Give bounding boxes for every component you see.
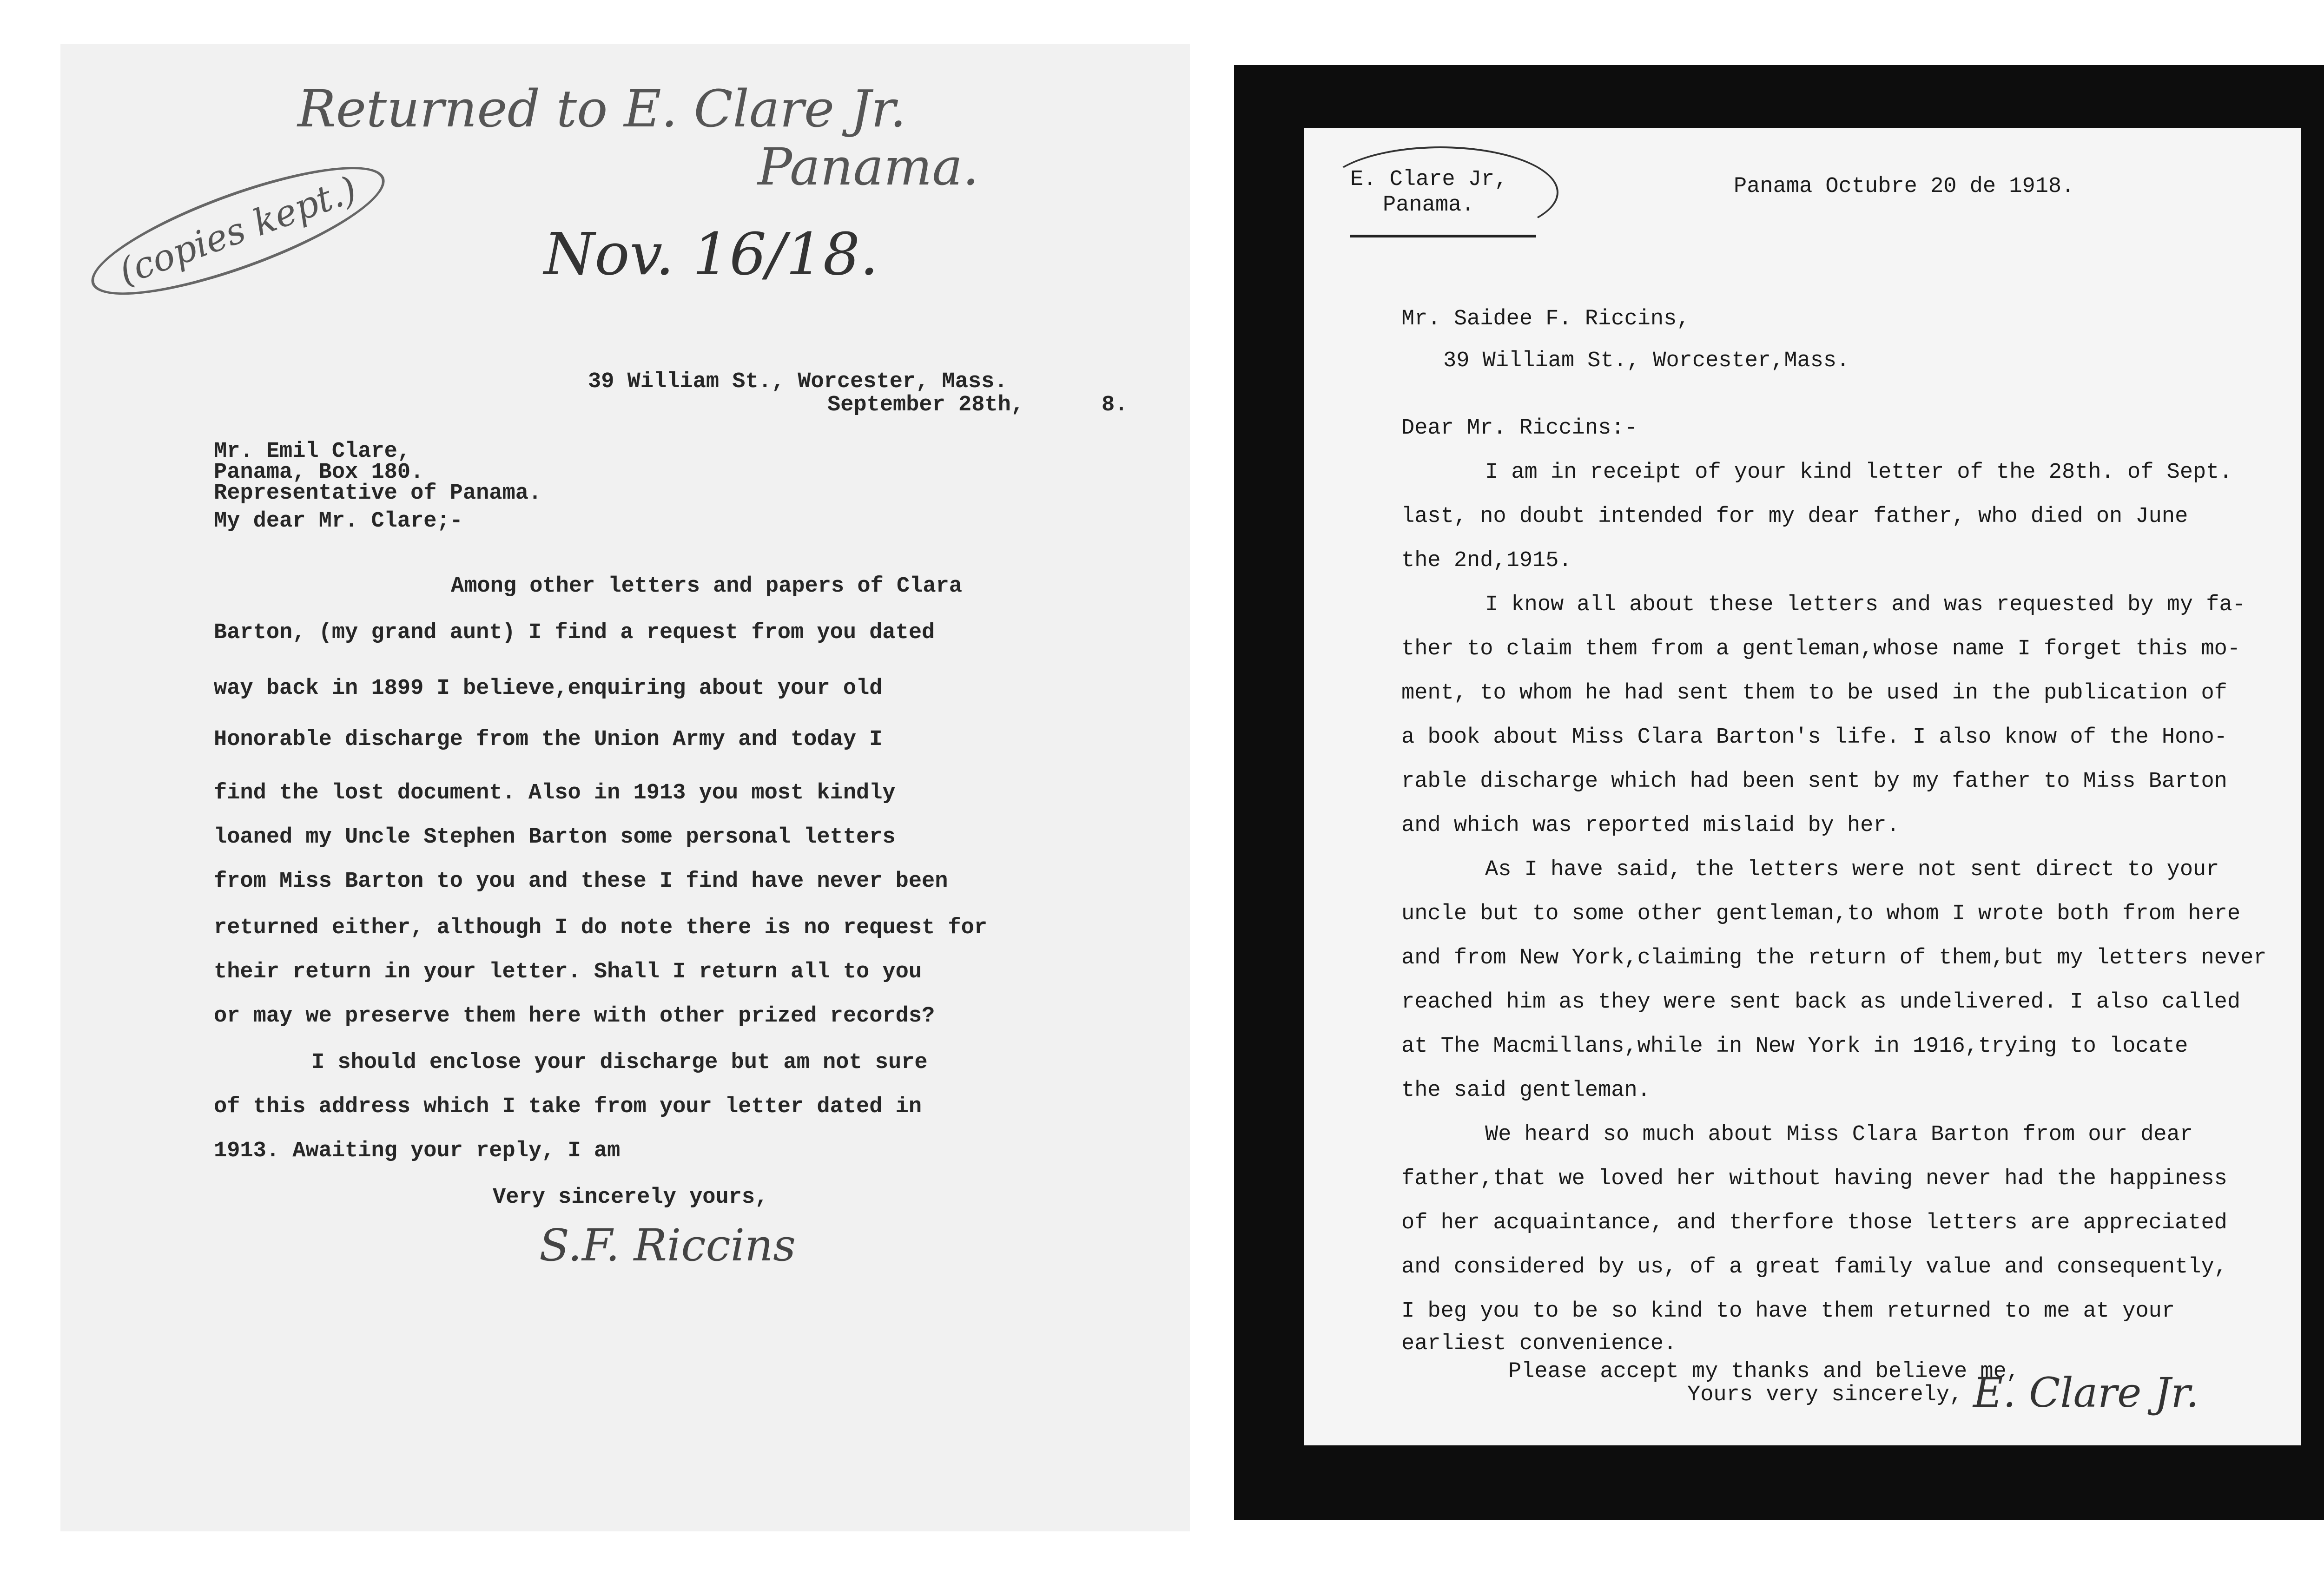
recipient-box: Panama, Box 180. [214,460,424,485]
signature: S.F. Riccins [539,1220,796,1271]
body-line: Among other letters and papers of Clara [451,574,962,599]
body-line: I beg you to be so kind to have them returned to me at your [1401,1299,2175,1324]
body-line: I am in receipt of your kind letter of the 28th. of Sept. [1485,460,2232,485]
letter-date: Panama Octubre 20 de 1918. [1734,174,2075,199]
body-line: and which was reported mislaid by her. [1401,813,1900,838]
body-line: loaned my Uncle Stephen Barton some personal letters [214,825,896,850]
body-line: from Miss Barton to you and these I find have never been [214,869,948,894]
handwritten-copies-kept-note: (copies kept.) [79,142,397,319]
right-letter-frame [1234,65,2324,1520]
sender-date-suffix: 8. [1102,393,1128,417]
left-letter-page [60,44,1190,1531]
body-line: Honorable discharge from the Union Army and today I [214,727,883,752]
handwritten-returned-note: Returned to E. Clare Jr. [297,79,906,138]
handwritten-panama-note: Panama. [758,137,979,197]
right-letter-page [1304,128,2301,1445]
body-line: ment, to whom he had sent them to be used in the publication of [1401,681,2227,705]
body-line: I know all about these letters and was requested by my fa- [1485,593,2245,617]
body-line: at The Macmillans,while in New York in 1916,trying to locate [1401,1034,2188,1059]
body-line: the said gentleman. [1401,1078,1651,1103]
body-line: their return in your letter. Shall I return all to you [214,960,922,984]
sender-address: 39 William St., Worcester, Mass. [588,369,1008,394]
body-line: uncle but to some other gentleman,to whom I wrote both from here [1401,902,2241,926]
signature: E. Clare Jr. [1973,1369,2199,1417]
body-line: reached him as they were sent back as undelivered. I also called [1401,990,2241,1015]
salutation: Dear Mr. Riccins:- [1401,416,1637,441]
body-line: earliest convenience. [1401,1332,1677,1356]
body-line: or may we preserve them here with other prized records? [214,1004,935,1028]
body-line: way back in 1899 I believe,enquiring about your old [214,676,883,701]
body-line: As I have said, the letters were not sent direct to your [1485,857,2219,882]
handwritten-date-note: Nov. 16/18. [544,221,878,288]
recipient-title: Representative of Panama. [214,481,542,506]
recipient-address: 39 William St., Worcester,Mass. [1443,349,1850,373]
body-line: Barton, (my grand aunt) I find a request from you dated [214,620,935,645]
body-line: of her acquaintance, and therfore those letters are appreciated [1401,1211,2227,1235]
body-line: I should enclose your discharge but am not sure [311,1050,928,1075]
body-line: father,that we loved her without having never had the happiness [1401,1167,2227,1191]
body-line: and considered by us, of a great family value and consequently, [1401,1255,2227,1279]
body-line: the 2nd,1915. [1401,548,1572,573]
letterhead-flourish [1322,146,1558,238]
letterhead-place: Panama. [1383,193,1475,218]
closing-thanks: Please accept my thanks and believe me, [1508,1359,2020,1384]
body-line: of this address which I take from your letter dated in [214,1094,922,1119]
recipient-name: Mr. Emil Clare, [214,439,411,464]
body-line: 1913. Awaiting your reply, I am [214,1139,621,1163]
body-line: rable discharge which had been sent by my father to Miss Barton [1401,769,2227,794]
body-line: a book about Miss Clara Barton's life. I also know of the Hono- [1401,725,2227,750]
body-line: ther to claim them from a gentleman,whose name I forget this mo- [1401,637,2241,661]
body-line: and from New York,claiming the return of them,but my letters never [1401,946,2267,970]
salutation: My dear Mr. Clare;- [214,509,463,534]
recipient-name: Mr. Saidee F. Riccins, [1401,307,1690,331]
body-line: returned either, although I do note there is no request for [214,916,988,940]
body-line: find the lost document. Also in 1913 you most kindly [214,781,896,805]
closing-sincerely: Yours very sincerely, [1687,1383,1963,1407]
sender-date: September 28th, [827,393,1024,417]
letterhead-name: E. Clare Jr, [1350,167,1508,192]
closing: Very sincerely yours, [493,1185,768,1210]
body-line: last, no doubt intended for my dear father, who died on June [1401,504,2188,529]
body-line: We heard so much about Miss Clara Barton from our dear [1485,1122,2193,1147]
